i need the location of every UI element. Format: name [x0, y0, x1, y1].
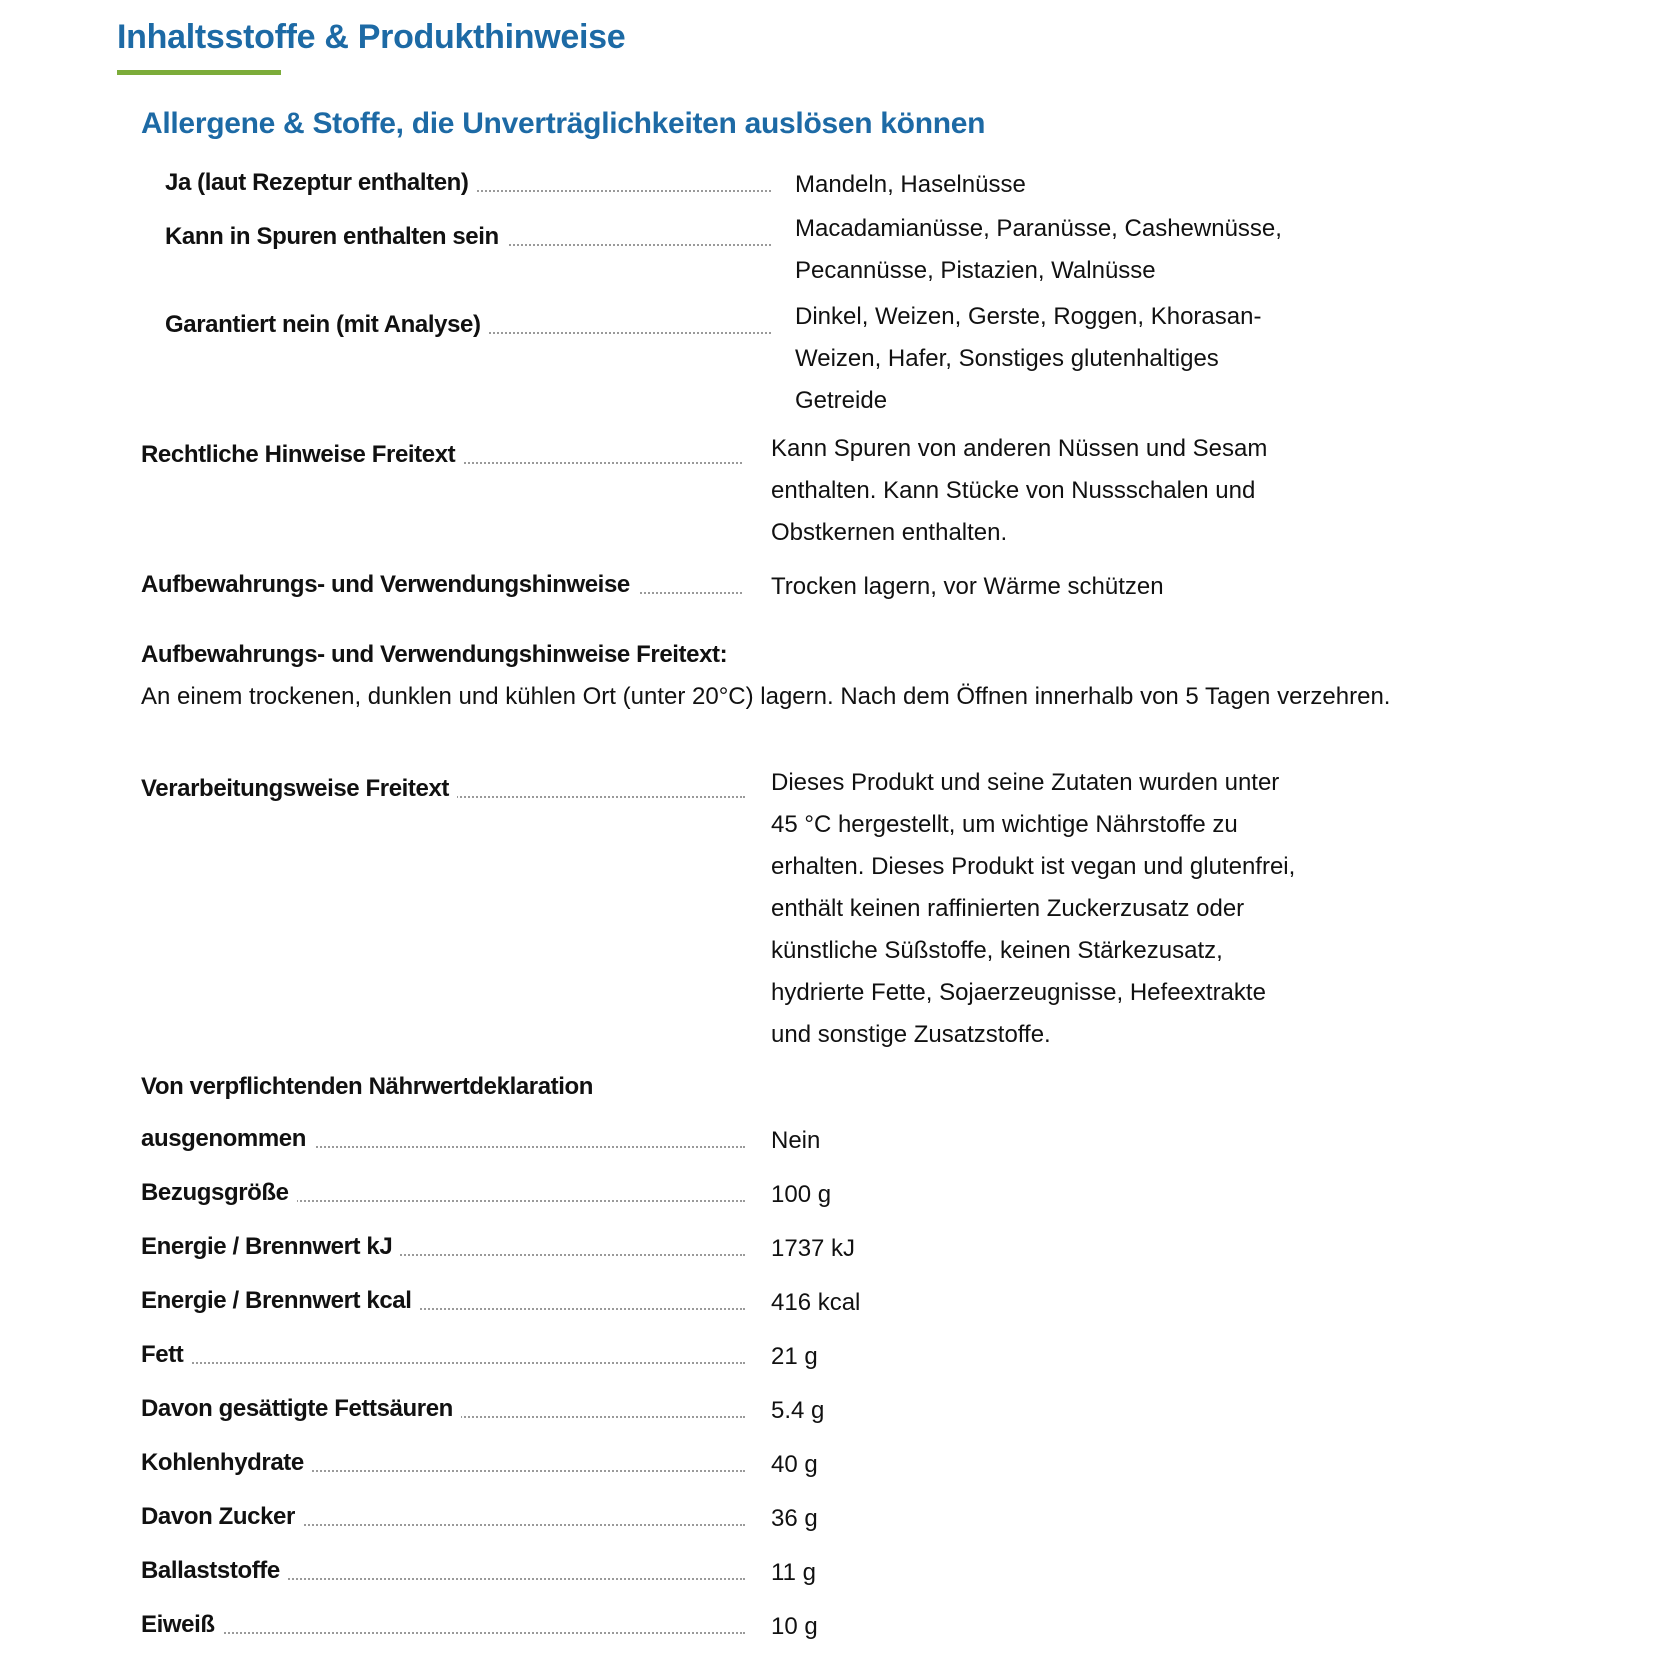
nutrition-value: 1737 kJ [771, 1235, 856, 1262]
storage-label: Aufbewahrungs- und Verwendungshinweise [141, 571, 638, 598]
legal-notes-line: Obstkernen enthalten. [771, 519, 1008, 546]
nutrition-value: 100 g [771, 1181, 832, 1208]
nutrition-value: 36 g [771, 1505, 818, 1532]
processing-line: Dieses Produkt und seine Zutaten wurden unter [771, 769, 1280, 796]
nutrition-exempt-label: Von verpflichtenden Nährwertdeklaration [141, 1073, 594, 1100]
legal-notes-line: Kann Spuren von anderen Nüssen und Sesam [771, 435, 1268, 462]
nutrition-label: Davon Zucker [141, 1503, 303, 1530]
legal-notes-label: Rechtliche Hinweise Freitext [141, 441, 463, 468]
nutrition-label: Eiweiß [141, 1611, 223, 1638]
nutrition-value: 10 g [771, 1613, 818, 1640]
nutrition-value: 11 g [771, 1559, 816, 1586]
nutrition-label: Bezugsgröße [141, 1179, 297, 1206]
storage-freetext-label: Aufbewahrungs- und Verwendungshinweise Freitext: [141, 641, 728, 668]
processing-line: enthält keinen raffinierten Zuckerzusatz oder [771, 895, 1245, 922]
nutrition-value: 5.4 g [771, 1397, 825, 1424]
allergens-title: Allergene & Stoffe, die Unverträglichkeiten auslösen können [141, 107, 986, 140]
processing-line: und sonstige Zusatzstoffe. [771, 1021, 1051, 1048]
processing-line: künstliche Süßstoffe, keinen Stärkezusatz, [771, 937, 1223, 964]
processing-label: Verarbeitungsweise Freitext [141, 775, 457, 802]
section-title: Inhaltsstoffe & Produkthinweise [117, 18, 626, 56]
nutrition-label: Energie / Brennwert kcal [141, 1287, 420, 1314]
processing-line: 45 °C hergestellt, um wichtige Nährstoffe zu [771, 811, 1238, 838]
allergen-value-line: Getreide [795, 387, 888, 414]
nutrition-label: Ballaststoffe [141, 1557, 288, 1584]
allergen-value-line: Weizen, Hafer, Sonstiges glutenhaltiges [795, 345, 1219, 372]
allergen-label: Ja (laut Rezeptur enthalten) [165, 169, 477, 196]
processing-line: erhalten. Dieses Produkt ist vegan und glutenfrei, [771, 853, 1296, 880]
allergen-value-line: Dinkel, Weizen, Gerste, Roggen, Khorasan- [795, 303, 1262, 330]
processing-line: hydrierte Fette, Sojaerzeugnisse, Hefeextrakte [771, 979, 1266, 1006]
nutrition-value: 21 g [771, 1343, 818, 1370]
nutrition-label: Fett [141, 1341, 191, 1368]
nutrition-exempt-label-cont: ausgenommen [141, 1125, 314, 1152]
allergen-label: Garantiert nein (mit Analyse) [165, 311, 489, 338]
nutrition-value: 40 g [771, 1451, 818, 1478]
allergen-label: Kann in Spuren enthalten sein [165, 223, 507, 250]
allergen-value-line: Mandeln, Haselnüsse [795, 171, 1026, 198]
nutrition-label: Davon gesättigte Fettsäuren [141, 1395, 461, 1422]
storage-freetext-body: An einem trockenen, dunklen und kühlen Ort (unter 20°C) lagern. Nach dem Öffnen innerhalb von 5 Tagen verzehren. [141, 683, 1391, 710]
nutrition-label: Kohlenhydrate [141, 1449, 312, 1476]
allergen-value-line: Macadamianüsse, Paranüsse, Cashewnüsse, [795, 215, 1282, 242]
storage-value: Trocken lagern, vor Wärme schützen [771, 573, 1164, 600]
title-underline [117, 70, 281, 75]
allergen-value-line: Pecannüsse, Pistazien, Walnüsse [795, 257, 1156, 284]
nutrition-exempt-value: Nein [771, 1127, 821, 1154]
nutrition-label: Energie / Brennwert kJ [141, 1233, 400, 1260]
legal-notes-line: enthalten. Kann Stücke von Nussschalen und [771, 477, 1256, 504]
nutrition-value: 416 kcal [771, 1289, 861, 1316]
